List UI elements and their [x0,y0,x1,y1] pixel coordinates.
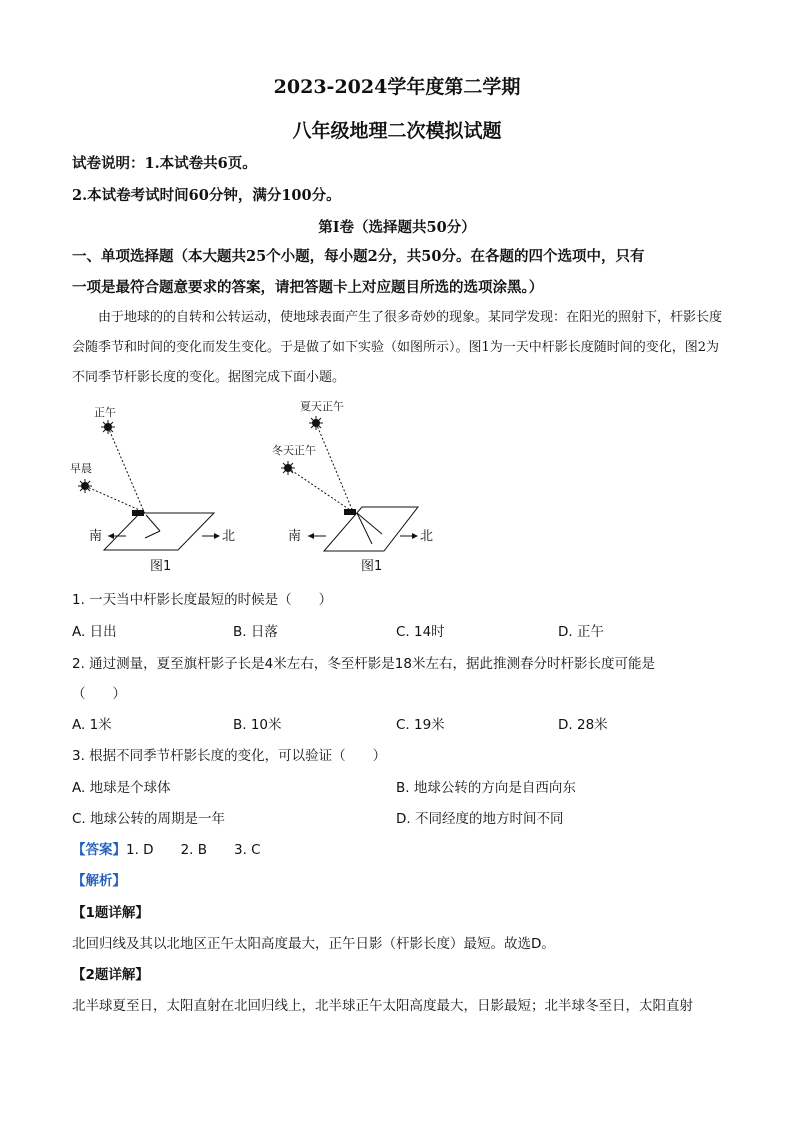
question-2-option-b[interactable]: B. 10米 [233,717,282,733]
question-2-option-a[interactable]: A. 1米 [72,717,112,733]
pole-marker [132,510,144,516]
question-1-stem: 1. 一天当中杆影长度最短的时候是（ ） [72,592,333,608]
question-1-option-b[interactable]: B. 日落 [233,624,278,640]
arrow-north-head [214,533,220,539]
exam-note-1: 试卷说明：1.本试卷共6页。 [72,155,257,172]
figure-2-shadow-by-season [262,396,452,582]
exam-title-subject: 八年级地理二次模拟试题 [292,120,502,142]
question-2-option-c[interactable]: C. 19米 [396,717,445,733]
passage-text: 由于地球的的自转和公转运动，使地球表面产生了很多奇妙的现象。某同学发现：在阳光的照射下，杆影长度会随季节和时间的变化而发生变化。于是做了如下实验（如图所示）。图1为一天中杆影长度随时间的变化，图2为不同季节杆影长度的变化。据图完成下面小题。 [72,310,723,385]
section-title: 第Ⅰ卷（选择题共50分） [318,219,476,236]
question-3-option-b[interactable]: B. 地球公转的方向是自西向东 [396,780,576,796]
answer-line [72,838,261,858]
exam-title-year: 2023-2024学年度第二学期 [273,76,521,98]
shadow-line-b [357,513,372,544]
detail-2-tag: 【2题详解】 [72,967,149,983]
sun-ray-winter [288,468,353,512]
label-summer-noon: 夏天正午 [300,400,344,413]
detail-1-text: 北回归线及其以北地区正午太阳高度最大，正午日影（杆影长度）最短。故选D。 [72,936,555,952]
section-instruction-line2: 一项是最符合题意要求的答案，请把答题卡上对应题目所选的选项涂黑。） [72,279,544,296]
question-1-option-c[interactable]: C. 14时 [396,624,445,640]
answer-text: 1. D 2. B 3. C [126,842,261,858]
question-2-stem-cont: （ ） [72,686,126,702]
label-south: 南 [89,529,103,544]
reading-passage [72,303,732,393]
question-3-stem: 3. 根据不同季节杆影长度的变化，可以验证（ ） [72,748,387,764]
detail-1-tag: 【1题详解】 [72,905,149,921]
figure-1-shadow-by-time [62,402,252,582]
label-north: 北 [222,529,236,544]
label-morning: 早晨 [70,462,92,475]
shadow-line-2 [145,531,160,538]
label-winter-noon: 冬天正午 [272,444,316,457]
shadow-line-1 [146,515,160,531]
pole-marker-2 [344,509,356,515]
sun-ray-noon [108,427,145,514]
label-noon: 正午 [94,406,116,419]
question-3-option-d[interactable]: D. 不同经度的地方时间不同 [396,811,564,827]
exam-note-2: 2.本试卷考试时间60分钟，满分100分。 [72,187,341,204]
ground-plane-2 [324,507,418,551]
question-3-option-c[interactable]: C. 地球公转的周期是一年 [72,811,226,827]
analysis-tag: 【解析】 [72,873,126,889]
question-2-stem: 2. 通过测量，夏至旗杆影子长是4米左右，冬至杆影是18米左右，据此推测春分时杆影长度可能是 [72,656,655,672]
question-2-option-d[interactable]: D. 28米 [558,717,608,733]
section-instruction-line1: 一、单项选择题（本大题共25个小题，每小题2分，共50分。在各题的四个选项中，只有 [72,248,645,265]
question-3-option-a[interactable]: A. 地球是个球体 [72,780,171,796]
answer-tag: 【答案】 [72,842,126,858]
figure-2-caption: 图1 [361,559,383,574]
question-1-option-d[interactable]: D. 正午 [558,624,604,640]
shadow-line-a [357,513,382,534]
question-1-option-a[interactable]: A. 日出 [72,624,117,640]
arrow-south-head [108,533,114,539]
arrow-south-2-head [308,533,314,539]
figure-1-caption: 图1 [150,559,172,574]
label-south-2: 南 [288,529,302,544]
label-north-2: 北 [420,529,434,544]
detail-2-text: 北半球夏至日，太阳直射在北回归线上，北半球正午太阳高度最大，日影最短；北半球冬至日，太阳直射 [72,998,693,1014]
arrow-north-2-head [412,533,418,539]
